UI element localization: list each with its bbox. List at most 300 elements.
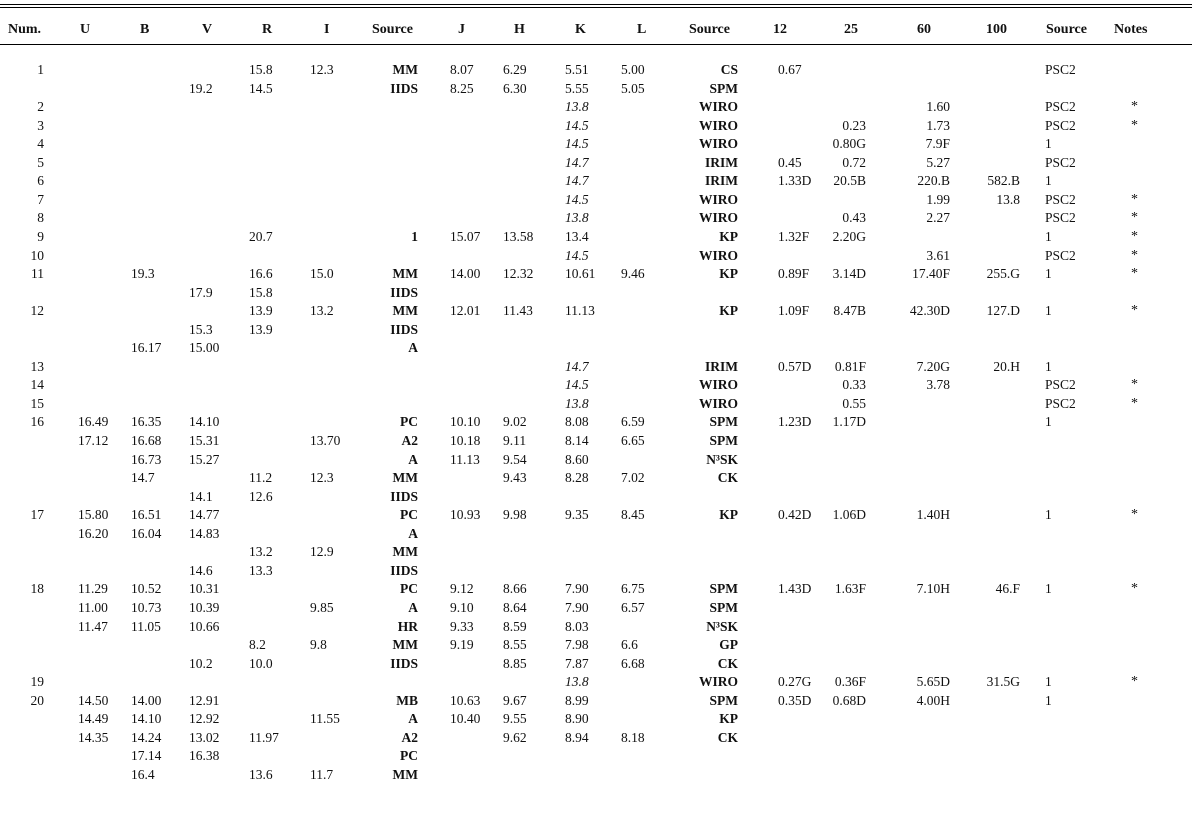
- flux-60-cell: 3.78: [926, 377, 950, 393]
- j-mag-cell: 11.13: [450, 451, 480, 467]
- k-mag-cell: 8.14: [565, 433, 589, 448]
- note-cell: *: [1131, 266, 1138, 282]
- v-mag-cell: 14.6: [189, 562, 213, 578]
- j-mag-cell: 14.00: [450, 266, 481, 282]
- flux-25-cell: 1.63F: [834, 581, 866, 597]
- ir-source-cell: WIRO: [698, 191, 738, 207]
- num-cell: 10: [30, 247, 44, 263]
- h-mag-cell: 8.59: [503, 618, 527, 634]
- note-cell: *: [1131, 247, 1138, 263]
- i-mag-cell: 13.70: [310, 433, 341, 448]
- iras-source-cell: PSC2: [1045, 247, 1076, 263]
- flux-12-cell: 0.42D: [778, 507, 812, 523]
- header-rule: [0, 44, 1192, 45]
- note-cell: *: [1131, 228, 1138, 244]
- top-rule-double: [0, 7, 1192, 8]
- optical-source-cell: A: [408, 451, 418, 467]
- num-cell: 3: [37, 117, 44, 133]
- v-mag-cell: 15.31: [189, 433, 220, 448]
- k-mag-cell: 7.90: [565, 581, 589, 597]
- ir-source-cell: KP: [719, 303, 738, 319]
- iras-source-cell: PSC2: [1045, 99, 1076, 115]
- flux-25-cell: 0.23: [842, 117, 866, 133]
- flux-25-cell: 3.14D: [832, 266, 866, 282]
- column-header: Source: [372, 22, 413, 37]
- flux-25-cell: 8.47B: [833, 303, 866, 319]
- b-mag-cell: 16.17: [131, 340, 162, 356]
- k-mag-cell: 13.8: [565, 210, 589, 226]
- iras-source-cell: 1: [1045, 414, 1052, 430]
- u-mag-cell: 14.50: [78, 692, 109, 708]
- num-cell: 18: [30, 581, 44, 597]
- b-mag-cell: 14.7: [131, 470, 155, 486]
- h-mag-cell: 9.54: [503, 451, 527, 467]
- k-mag-cell: 13.8: [565, 99, 589, 115]
- optical-source-cell: MM: [392, 266, 418, 282]
- b-mag-cell: 16.4: [131, 766, 155, 782]
- l-mag-cell: 6.59: [621, 414, 645, 430]
- iras-source-cell: 1: [1045, 173, 1052, 189]
- flux-100-cell: 582.B: [987, 173, 1020, 189]
- b-mag-cell: 16.51: [131, 507, 162, 523]
- top-rule: [0, 4, 1192, 5]
- i-mag-cell: 9.85: [310, 599, 334, 615]
- k-mag-cell: 8.03: [565, 618, 589, 634]
- column-header: H: [514, 22, 525, 37]
- num-cell: 16: [30, 414, 44, 430]
- j-mag-cell: 9.10: [450, 599, 474, 615]
- v-mag-cell: 15.00: [189, 340, 220, 356]
- h-mag-cell: 9.55: [503, 711, 527, 727]
- b-mag-cell: 10.52: [131, 581, 162, 597]
- flux-25-cell: 20.5B: [833, 173, 866, 189]
- ir-source-cell: SPM: [709, 692, 738, 708]
- j-mag-cell: 9.12: [450, 581, 474, 597]
- k-mag-cell: 10.61: [565, 266, 596, 282]
- num-cell: 5: [37, 154, 44, 170]
- column-header: U: [80, 22, 91, 37]
- j-mag-cell: 9.19: [450, 637, 474, 653]
- k-mag-cell: 14.5: [565, 191, 589, 207]
- flux-25-cell: 0.72: [842, 154, 866, 170]
- note-cell: *: [1131, 191, 1138, 207]
- b-mag-cell: 11.05: [131, 618, 161, 634]
- flux-100-cell: 31.5G: [986, 674, 1020, 690]
- r-mag-cell: 13.3: [249, 562, 273, 578]
- k-mag-cell: 14.7: [565, 173, 589, 189]
- ir-source-cell: CK: [717, 729, 738, 745]
- optical-source-cell: MM: [392, 303, 418, 319]
- k-mag-cell: 7.98: [565, 637, 589, 653]
- k-mag-cell: 7.90: [565, 599, 589, 615]
- v-mag-cell: 19.2: [189, 80, 213, 96]
- h-mag-cell: 9.67: [503, 692, 527, 708]
- l-mag-cell: 9.46: [621, 266, 645, 282]
- l-mag-cell: 7.02: [621, 470, 645, 486]
- num-cell: 15: [30, 395, 44, 411]
- ir-source-cell: N³SK: [706, 618, 738, 634]
- u-mag-cell: 16.49: [78, 414, 109, 430]
- j-mag-cell: 15.07: [450, 228, 481, 244]
- note-cell: *: [1131, 117, 1138, 133]
- v-mag-cell: 10.66: [189, 618, 220, 634]
- k-mag-cell: 5.51: [565, 62, 589, 77]
- optical-source-cell: A: [408, 711, 418, 727]
- j-mag-cell: 10.40: [450, 711, 481, 727]
- v-mag-cell: 15.3: [189, 321, 213, 337]
- k-mag-cell: 9.35: [565, 507, 589, 523]
- flux-12-cell: 1.23D: [778, 414, 812, 430]
- v-mag-cell: 14.83: [189, 525, 220, 541]
- iras-source-cell: 1: [1045, 303, 1052, 319]
- column-header: I: [324, 22, 330, 37]
- h-mag-cell: 6.29: [503, 62, 527, 77]
- ir-source-cell: SPM: [709, 414, 738, 430]
- v-mag-cell: 17.9: [189, 284, 213, 300]
- k-mag-cell: 14.7: [565, 358, 589, 374]
- optical-source-cell: MB: [396, 692, 418, 708]
- k-mag-cell: 14.5: [565, 136, 589, 152]
- iras-source-cell: PSC2: [1045, 210, 1076, 226]
- iras-source-cell: PSC2: [1045, 377, 1076, 393]
- k-mag-cell: 8.99: [565, 692, 589, 708]
- b-mag-cell: 16.35: [131, 414, 162, 430]
- column-header: K: [575, 22, 586, 37]
- r-mag-cell: 11.2: [249, 470, 273, 486]
- note-cell: *: [1131, 395, 1138, 411]
- u-mag-cell: 17.12: [78, 433, 109, 448]
- k-mag-cell: 8.60: [565, 451, 589, 467]
- ir-source-cell: WIRO: [698, 247, 738, 263]
- k-mag-cell: 7.87: [565, 655, 589, 671]
- flux-25-cell: 1.06D: [832, 507, 866, 523]
- v-mag-cell: 14.1: [189, 488, 213, 504]
- u-mag-cell: 14.49: [78, 711, 109, 727]
- num-cell: 20: [30, 692, 44, 708]
- flux-25-cell: 0.80G: [832, 136, 866, 152]
- ir-source-cell: KP: [719, 711, 738, 727]
- num-cell: 17: [30, 507, 44, 523]
- r-mag-cell: 13.2: [249, 544, 273, 560]
- iras-source-cell: PSC2: [1045, 395, 1076, 411]
- u-mag-cell: 11.00: [78, 599, 108, 615]
- column-header: 12: [773, 22, 787, 37]
- ir-source-cell: IRIM: [705, 173, 738, 189]
- j-mag-cell: 10.63: [450, 692, 481, 708]
- flux-100-cell: 255.G: [986, 266, 1020, 282]
- num-cell: 12: [30, 303, 44, 319]
- ir-source-cell: WIRO: [698, 99, 738, 115]
- h-mag-cell: 8.64: [503, 599, 527, 615]
- r-mag-cell: 14.5: [249, 80, 273, 96]
- num-cell: 8: [37, 210, 44, 226]
- r-mag-cell: 20.7: [249, 228, 273, 244]
- iras-source-cell: PSC2: [1045, 154, 1076, 170]
- u-mag-cell: 11.47: [78, 618, 108, 634]
- u-mag-cell: 16.20: [78, 525, 109, 541]
- v-mag-cell: 12.91: [189, 692, 220, 708]
- h-mag-cell: 9.98: [503, 507, 527, 523]
- r-mag-cell: 8.2: [249, 637, 266, 653]
- num-cell: 2: [37, 99, 44, 115]
- num-cell: 14: [30, 377, 44, 393]
- j-mag-cell: 9.33: [450, 618, 474, 634]
- optical-source-cell: MM: [392, 62, 418, 77]
- flux-60-cell: 3.61: [926, 247, 950, 263]
- optical-source-cell: MM: [392, 637, 418, 653]
- flux-100-cell: 20.H: [993, 358, 1020, 374]
- optical-source-cell: MM: [392, 766, 418, 782]
- b-mag-cell: 19.3: [131, 266, 155, 282]
- optical-source-cell: A: [408, 340, 418, 356]
- r-mag-cell: 13.9: [249, 321, 273, 337]
- num-cell: 6: [37, 173, 44, 189]
- v-mag-cell: 14.77: [189, 507, 220, 523]
- flux-100-cell: 46.F: [995, 581, 1020, 597]
- v-mag-cell: 16.38: [189, 748, 220, 764]
- h-mag-cell: 9.02: [503, 414, 527, 430]
- flux-12-cell: 0.67: [778, 62, 802, 77]
- k-mag-cell: 8.94: [565, 729, 589, 745]
- iras-source-cell: PSC2: [1045, 117, 1076, 133]
- ir-source-cell: SPM: [709, 433, 738, 448]
- optical-source-cell: A2: [401, 433, 418, 448]
- h-mag-cell: 9.11: [503, 433, 527, 448]
- column-header: Source: [1046, 22, 1087, 37]
- flux-60-cell: 5.65D: [916, 674, 950, 690]
- ir-source-cell: WIRO: [698, 377, 738, 393]
- ir-source-cell: SPM: [709, 599, 738, 615]
- r-mag-cell: 10.0: [249, 655, 273, 671]
- h-mag-cell: 9.62: [503, 729, 527, 745]
- h-mag-cell: 12.32: [503, 266, 534, 282]
- iras-source-cell: 1: [1045, 507, 1052, 523]
- note-cell: *: [1131, 581, 1138, 597]
- optical-source-cell: IIDS: [390, 80, 418, 96]
- ir-source-cell: WIRO: [698, 210, 738, 226]
- flux-60-cell: 42.30D: [909, 303, 950, 319]
- iras-source-cell: 1: [1045, 136, 1052, 152]
- column-header: Num.: [8, 22, 42, 37]
- flux-60-cell: 2.27: [926, 210, 950, 226]
- i-mag-cell: 11.55: [310, 711, 340, 727]
- k-mag-cell: 14.5: [565, 377, 589, 393]
- iras-source-cell: 1: [1045, 266, 1052, 282]
- note-cell: *: [1131, 507, 1138, 523]
- num-cell: 7: [37, 191, 44, 207]
- v-mag-cell: 12.92: [189, 711, 220, 727]
- b-mag-cell: 10.73: [131, 599, 162, 615]
- flux-12-cell: 1.33D: [778, 173, 812, 189]
- optical-source-cell: IIDS: [390, 284, 418, 300]
- b-mag-cell: 16.68: [131, 433, 162, 448]
- l-mag-cell: 6.68: [621, 655, 645, 671]
- v-mag-cell: 10.31: [189, 581, 220, 597]
- ir-source-cell: KP: [719, 507, 738, 523]
- b-mag-cell: 17.14: [131, 748, 162, 764]
- l-mag-cell: 6.57: [621, 599, 645, 615]
- iras-source-cell: 1: [1045, 692, 1052, 708]
- l-mag-cell: 8.45: [621, 507, 645, 523]
- flux-60-cell: 220.B: [917, 173, 950, 189]
- l-mag-cell: 5.00: [621, 62, 645, 77]
- flux-100-cell: 127.D: [986, 303, 1020, 319]
- optical-source-cell: A2: [401, 729, 418, 745]
- r-mag-cell: 16.6: [249, 266, 273, 282]
- j-mag-cell: 10.93: [450, 507, 481, 523]
- flux-25-cell: 2.20G: [832, 228, 866, 244]
- ir-source-cell: KP: [719, 266, 738, 282]
- l-mag-cell: 6.6: [621, 637, 638, 653]
- optical-source-cell: HR: [397, 618, 418, 634]
- h-mag-cell: 13.58: [503, 228, 534, 244]
- j-mag-cell: 10.18: [450, 433, 481, 448]
- k-mag-cell: 13.4: [565, 228, 589, 244]
- optical-source-cell: IIDS: [390, 655, 418, 671]
- flux-12-cell: 1.09F: [778, 303, 810, 319]
- optical-source-cell: MM: [392, 470, 418, 486]
- optical-source-cell: PC: [400, 748, 418, 764]
- k-mag-cell: 5.55: [565, 80, 589, 96]
- flux-12-cell: 1.32F: [778, 228, 810, 244]
- iras-source-cell: 1: [1045, 228, 1052, 244]
- ir-source-cell: CK: [717, 470, 738, 486]
- v-mag-cell: 10.2: [189, 655, 213, 671]
- optical-source-cell: PC: [400, 414, 418, 430]
- v-mag-cell: 10.39: [189, 599, 220, 615]
- ir-source-cell: CS: [720, 62, 738, 77]
- note-cell: *: [1131, 377, 1138, 393]
- column-header: R: [262, 22, 273, 37]
- k-mag-cell: 13.8: [565, 674, 589, 690]
- iras-source-cell: 1: [1045, 674, 1052, 690]
- j-mag-cell: 8.07: [450, 62, 474, 77]
- iras-source-cell: PSC2: [1045, 191, 1076, 207]
- k-mag-cell: 8.28: [565, 470, 589, 486]
- flux-60-cell: 7.9F: [925, 136, 950, 152]
- j-mag-cell: 12.01: [450, 303, 481, 319]
- num-cell: 9: [37, 228, 44, 244]
- column-header: B: [140, 22, 150, 37]
- column-header: V: [202, 22, 213, 37]
- flux-12-cell: 0.45: [778, 154, 802, 170]
- r-mag-cell: 15.8: [249, 62, 273, 77]
- flux-25-cell: 0.36F: [834, 674, 866, 690]
- ir-source-cell: WIRO: [698, 136, 738, 152]
- u-mag-cell: 11.29: [78, 581, 108, 597]
- i-mag-cell: 11.7: [310, 766, 334, 782]
- flux-25-cell: 0.81F: [834, 358, 866, 374]
- flux-12-cell: 0.27G: [778, 674, 812, 690]
- ir-source-cell: IRIM: [705, 358, 738, 374]
- flux-60-cell: 5.27: [926, 154, 950, 170]
- column-header: Source: [689, 22, 730, 37]
- flux-60-cell: 1.99: [926, 191, 950, 207]
- i-mag-cell: 15.0: [310, 266, 334, 282]
- num-cell: 19: [30, 674, 44, 690]
- r-mag-cell: 13.6: [249, 766, 273, 782]
- ir-source-cell: WIRO: [698, 117, 738, 133]
- ir-source-cell: WIRO: [698, 395, 738, 411]
- flux-12-cell: 0.35D: [778, 692, 812, 708]
- ir-source-cell: IRIM: [705, 154, 738, 170]
- ir-source-cell: SPM: [709, 581, 738, 597]
- optical-source-cell: MM: [392, 544, 418, 560]
- k-mag-cell: 14.5: [565, 247, 589, 263]
- l-mag-cell: 8.18: [621, 729, 645, 745]
- b-mag-cell: 14.00: [131, 692, 162, 708]
- l-mag-cell: 5.05: [621, 80, 645, 96]
- ir-source-cell: CK: [717, 655, 738, 671]
- note-cell: *: [1131, 210, 1138, 226]
- b-mag-cell: 16.04: [131, 525, 162, 541]
- j-mag-cell: 10.10: [450, 414, 481, 430]
- optical-source-cell: A: [408, 599, 418, 615]
- ir-source-cell: GP: [719, 637, 738, 653]
- flux-60-cell: 7.10H: [916, 581, 950, 597]
- flux-60-cell: 4.00H: [916, 692, 950, 708]
- iras-source-cell: PSC2: [1045, 62, 1076, 77]
- l-mag-cell: 6.65: [621, 433, 645, 448]
- ir-source-cell: N³SK: [706, 451, 738, 467]
- v-mag-cell: 15.27: [189, 451, 220, 467]
- flux-60-cell: 1.60: [926, 99, 950, 115]
- i-mag-cell: 13.2: [310, 303, 334, 319]
- u-mag-cell: 14.35: [78, 729, 109, 745]
- optical-source-cell: A: [408, 525, 418, 541]
- i-mag-cell: 12.9: [310, 544, 334, 560]
- flux-60-cell: 7.20G: [916, 358, 950, 374]
- flux-60-cell: 1.73: [926, 117, 950, 133]
- h-mag-cell: 6.30: [503, 80, 527, 96]
- num-cell: 13: [30, 358, 44, 374]
- note-cell: *: [1131, 674, 1138, 690]
- flux-60-cell: 1.40H: [916, 507, 950, 523]
- r-mag-cell: 15.8: [249, 284, 273, 300]
- u-mag-cell: 15.80: [78, 507, 109, 523]
- i-mag-cell: 12.3: [310, 470, 334, 486]
- ir-source-cell: SPM: [709, 80, 738, 96]
- r-mag-cell: 13.9: [249, 303, 273, 319]
- iras-source-cell: 1: [1045, 581, 1052, 597]
- column-header: 100: [986, 22, 1007, 37]
- flux-25-cell: 0.55: [842, 395, 866, 411]
- b-mag-cell: 16.73: [131, 451, 162, 467]
- num-cell: 1: [37, 62, 44, 77]
- optical-source-cell: IIDS: [390, 488, 418, 504]
- iras-source-cell: 1: [1045, 358, 1052, 374]
- note-cell: *: [1131, 99, 1138, 115]
- b-mag-cell: 14.24: [131, 729, 162, 745]
- optical-source-cell: PC: [400, 507, 418, 523]
- optical-source-cell: IIDS: [390, 562, 418, 578]
- k-mag-cell: 8.08: [565, 414, 589, 430]
- r-mag-cell: 11.97: [249, 729, 279, 745]
- column-header: 60: [917, 22, 931, 37]
- flux-60-cell: 17.40F: [912, 266, 950, 282]
- flux-25-cell: 0.68D: [832, 692, 866, 708]
- column-header: Notes: [1114, 22, 1148, 37]
- ir-source-cell: KP: [719, 228, 738, 244]
- k-mag-cell: 8.90: [565, 711, 589, 727]
- b-mag-cell: 14.10: [131, 711, 162, 727]
- i-mag-cell: 9.8: [310, 637, 327, 653]
- i-mag-cell: 12.3: [310, 62, 334, 77]
- optical-source-cell: PC: [400, 581, 418, 597]
- k-mag-cell: 14.7: [565, 154, 589, 170]
- h-mag-cell: 9.43: [503, 470, 527, 486]
- optical-source-cell: 1: [411, 228, 418, 244]
